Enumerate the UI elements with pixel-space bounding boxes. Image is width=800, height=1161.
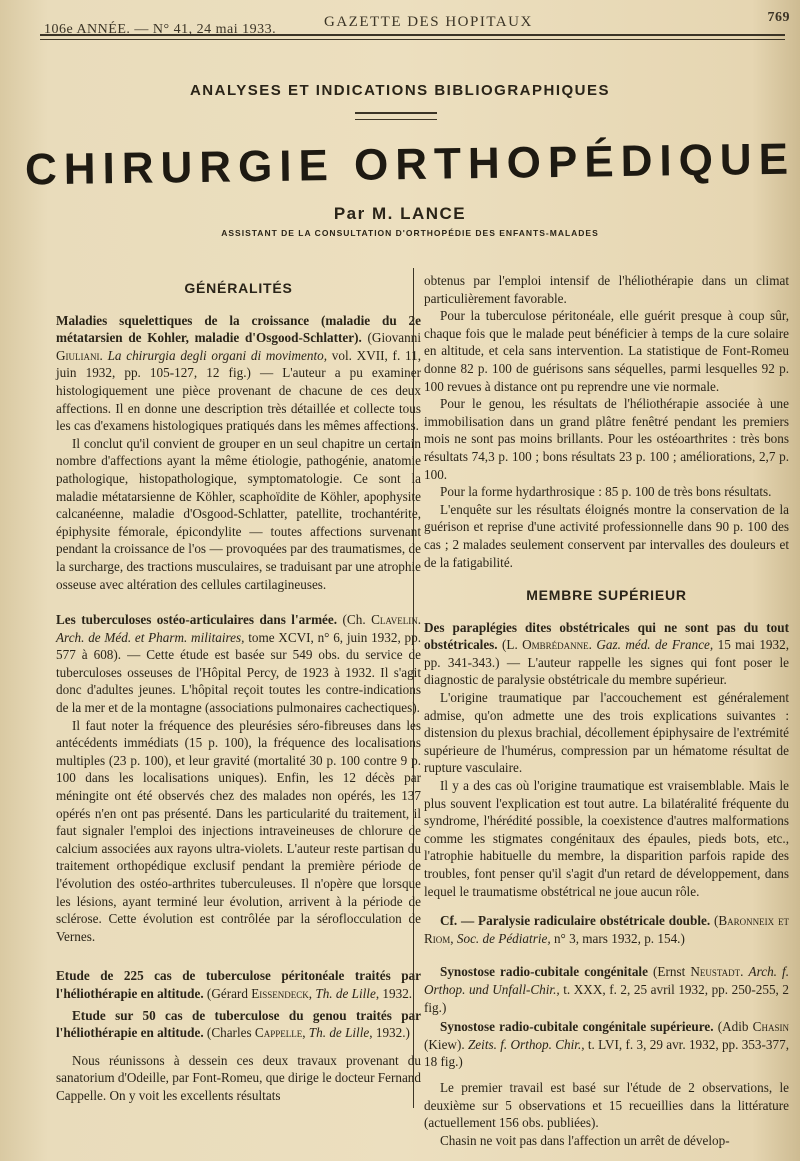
entry-author: Ombrédanne (522, 637, 589, 653)
entry-title: Maladies squelettiques de la croissance (maladie du 2e métatarsien de Kohler, maladie d'Osgood-Schlatter). (56, 312, 421, 346)
issue-info: 106e ANNÉE. — N° 41, 24 mai 1933. (44, 22, 277, 37)
paragraph: Il conclut qu'il convient de grouper en un seul chapitre un certain nombre d'affections ayant la même étiologie, pathogénie, anatomie pathologique, histopathologique, symptomatologie. Ce sont la maladie métatarsienne de Köhler, scaphoïdite de Köhler, apophysite calcanéenne, maladie d'Osgood-Schlatter, patellite, trochantérite, épiphysite fémorale, épicondylite — toutes affections survenant pendant la croissance de l'os — provoquées par des traumatismes, de la surcharge, des tractions musculaires, se traduisant par une atrophie osseuse avec altération des cellules cartilagineuses. (56, 435, 421, 592)
entry-journal: Th. de Lille (308, 1025, 370, 1041)
entry-journal: La chirurgia degli organi di movimento, (107, 347, 328, 363)
entry-title: Etude de 225 cas de tuberculose péritonéale traités par l'héliothérapie en altitude. (56, 968, 421, 1001)
page-title: CHIRURGIE ORTHOPÉDIQUE (24, 134, 796, 195)
entry-journal: Gaz. méd. de France, (596, 637, 714, 653)
entry-neustadt: Synostose radio-cubitale congénitale (Ernst Neustadt. Arch. f. Orthop. und Unfall-Chir., t. XXX, f. 2, 25 avril 1932, pp. 250-255, 2 fig.) (424, 964, 789, 1015)
paragraph: Pour la forme hydarthrosique : 85 p. 100 de très bons résultats. (440, 484, 772, 500)
entry-author: Clavelin (371, 612, 418, 628)
entry-baronneix: Cf. — Paralysie radiculaire obstétricale double. (Baronneix et Riom, Soc. de Pédiatrie, n° 3, mars 1932, p. 154.) (424, 913, 789, 946)
journal-name: GAZETTE DES HOPITAUX (324, 14, 533, 30)
entry-ombredanne: Des paraplégies dites obstétricales qui ne sont pas du tout obstétricales. (L. Ombrédanne. Gaz. méd. de France, 15 mai 1932, pp. 341-343.) — L'auteur rappelle les signes qui font poser le diagnostic de paralysie obstétricale du membre supérieur. (424, 619, 790, 688)
entry-author: Baronneix et Riom (424, 913, 789, 946)
paragraph: Il faut noter la fréquence des pleurésies séro-fibreuses dans les antécédents immédiats (15 p. 100), la fréquence des localisations multiples (23 p. 100), et leur gravité (mortalité 30 p. 100 contre 9 p. 100 dans les localisations uniques). Enfin, les 12 décès par méningite ont été observés chez des malades non opérés, les 137 opérés n'en ont pas présenté. Dans les particularité du traitement, il faut signaler l'emploi des injections intraveineuses de chlorure de calcium associées aux rayons ultra-violets. L'auteur reste partisan du traitement orthopédique exclusif pendant la première période de l'évolution des ostéo-arthrites tuberculeuses. Il n'opère que lorsque les lésions, ayant terminé leur évolution, arrivent à la période de sclérose. Cette évolution est contrôlée par la séroflocculation de Vernes. (56, 717, 421, 944)
entry-title: Synostose radio-cubitale congénitale supérieure. (440, 1019, 714, 1035)
entry-giuliani: Maladies squelettiques de la croissance (maladie du 2e métatarsien de Kohler, maladie d'Osgood-Schlatter). (Giovanni Giuliani. La chirurgia degli organi di movimento, vol. XVII, f. 11, juin 1932, pp. 105-127, 12 fig.) — L'auteur a pu examiner histologiquement une pièce provenant de chacune de ces deux affections. Il en donne une description très détaillée et collecte tous les cas d'examens histologiques pratiqués dans les mêmes affections. (56, 312, 422, 434)
section-heading-generalites: GÉNÉRALITÉS (184, 280, 293, 296)
entry-journal: Th. de Lille (315, 985, 376, 1001)
entry-eissendeck: Etude de 225 cas de tuberculose péritonéale traités par l'héliothérapie en altitude. (Gérard Eissendeck, Th. de Lille, 1932. (56, 968, 421, 1001)
section-title: ANALYSES ET INDICATIONS BIBLIOGRAPHIQUES (189, 82, 611, 99)
entry-cappelle: Etude sur 50 cas de tuberculose du genou traités par l'héliothérapie en altitude. (Charles Cappelle, Th. de Lille, 1932.) (56, 1007, 421, 1041)
paragraph: Pour la tuberculose péritonéale, elle guérit presque à coup sûr, chaque fois que le malade peut bénéficier à temps de la cure solaire en altitude, et cela sans intervention. La statistique de Font-Romeu donne 82 p. 100 de guérisons sans séquelles, parmi lesquelles 92 p. 100 revues à distance ont pu reprendre une vie normale. (424, 308, 789, 394)
paragraph: Le premier travail est basé sur l'étude de 2 observations, le deuxième sur 5 observations et 15 recueillies dans la littérature (actuellement 156 obs. publiées). (424, 1079, 789, 1131)
paragraph: Chasin ne voit pas dans l'affection un arrêt de dévelop- (440, 1132, 730, 1148)
header-rule (40, 34, 785, 36)
section-heading-membre-superieur: MEMBRE SUPÉRIEUR (526, 587, 687, 604)
entry-author: Neustadt (690, 964, 741, 980)
paragraph: obtenus par l'emploi intensif de l'héliothérapie dans un climat particulièrement favorable. (424, 273, 789, 306)
entry-journal: Arch. f. Orthop. und Unfall-Chir., (424, 964, 789, 997)
paragraph: L'enquête sur les résultats éloignés montre la conservation de la guérison et reprise d'une activité professionnelle dans 90 p. 100 des cas ; 2 malades seulement conservent par intervalles des douleurs et de la fatigabilité. (424, 501, 789, 570)
entry-author: Eissendeck (251, 985, 309, 1001)
paragraph: Pour le genou, les résultats de l'héliothérapie associée à une immobilisation dans un grand plâtre fenêtré pendant les premiers mois ne sont pas moins brillants. Pour les ostéoarthrites : très bons résultats 74,3 p. 100 ; bons résultats 23 p. 100 ; améliorations, 2,7 p. 100. (424, 396, 789, 482)
entry-journal: Zeits. f. Orthop. Chir., (467, 1036, 585, 1052)
page-number: 769 (767, 10, 790, 25)
right-column (424, 272, 789, 1149)
entry-author: Chasin (752, 1019, 789, 1035)
left-column (56, 272, 421, 1105)
entry-title: Des paraplégies dites obstétricales qui ne sont pas du tout obstétricales. (424, 619, 789, 653)
entry-chasin: Synostose radio-cubitale congénitale supérieure. (Adib Chasin (Kiew). Zeits. f. Orthop. Chir., t. LVI, f. 3, 29 avr. 1932, pp. 353-377, 18 fig.) (424, 1019, 789, 1070)
entry-journal: Arch. de Méd. et Pharm. militaires, (56, 629, 245, 645)
entry-title: Synostose radio-cubitale congénitale (440, 964, 648, 980)
paragraph: L'origine traumatique par l'accouchement est généralement admise, qu'on admette une des trois explications suivantes : distension du plexus brachial, décollement épiphysaire de l'extrémité supérieure de l'humérus, compression par un hématome résultat de rupture vasculaire. (424, 690, 789, 776)
paragraph: Nous réunissons à dessein ces deux travaux provenant du sanatorium d'Odeille, par Font-Romeu, que dirige le docteur Fernand Cappelle. On y voit les excellents résultats (56, 1052, 421, 1103)
entry-author: Cappelle (254, 1025, 303, 1041)
entry-title: Les tuberculoses ostéo-articulaires dans l'armée. (56, 612, 338, 628)
paragraph: Il y a des cas où l'origine traumatique est vraisemblable. Mais le plus souvent l'explication est tout autre. La bilatéralité fréquente du syndrome, l'hérédité possible, la coexistence d'autres malformations comme les stigmates congénitaux des épaules, pieds bots, etc., l'atrophie habituelle du membre, la disparition parfois rapide des troubles, font penser qu'il s'agit d'un retard de développement, dans lequel le traumatisme obstétrical ne joue aucun rôle. (424, 778, 789, 899)
header-rule-thin (40, 39, 785, 40)
author-affiliation: ASSISTANT DE LA CONSULTATION D'ORTHOPÉDIE DES ENFANTS-MALADES (221, 228, 599, 238)
author-line: Par M. LANCE (333, 204, 467, 223)
entry-clavelin: Les tuberculoses ostéo-articulaires dans l'armée. (Ch. Clavelin. Arch. de Méd. et Pharm. militaires, tome XCVI, n° 6, juin 1932, pp. 577 à 608). — Cette étude est basée sur 549 obs. du service de tuberculoses osseuses de l'Hôpital Percy, de 1923 à 1932. Il s'agit donc d'adultes jeunes. L'hôpital reçoit toutes les contre-indications de la mer et de la montagne (associations pulmonaires cachectiques). (56, 612, 421, 716)
entry-journal: Soc. de Pédiatrie, (456, 930, 551, 946)
entry-title: Cf. — Paralysie radiculaire obstétricale double. (440, 913, 711, 929)
ornament-divider (355, 112, 437, 120)
entry-title: Etude sur 50 cas de tuberculose du genou traités par l'héliothérapie en altitude. (56, 1007, 421, 1041)
entry-author: Giuliani (56, 347, 100, 363)
